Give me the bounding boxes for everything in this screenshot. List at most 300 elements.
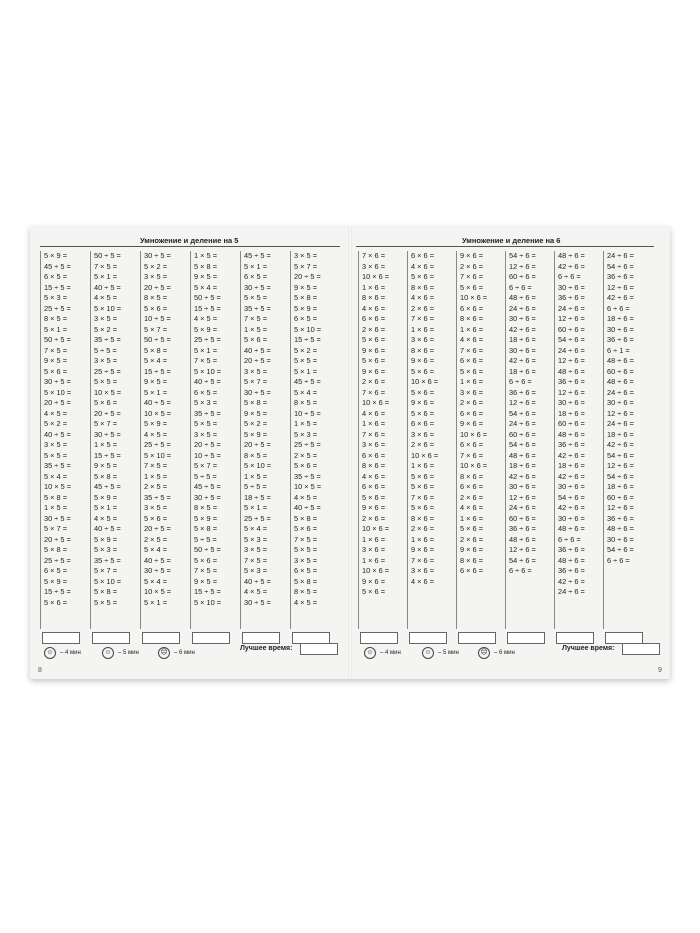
exercise-item: 10 × 6 =: [362, 272, 390, 281]
exercise-item: 36 ÷ 6 =: [607, 513, 634, 523]
exercise-item: 5 × 3 =: [294, 429, 318, 439]
exercise-column: [40, 251, 89, 629]
exercise-item: 3 × 6 =: [411, 566, 435, 575]
exercise-item: 10 × 6 =: [460, 429, 488, 439]
exercise-item: 5 × 3 =: [244, 566, 268, 575]
exercise-item: 5 × 7 =: [94, 566, 118, 575]
exercise-item: 5 × 8 =: [94, 587, 118, 596]
exercise-item: 35 ÷ 5 =: [244, 303, 271, 313]
exercise-item: 3 × 5 =: [244, 366, 268, 376]
exercise-item: 6 ÷ 1 =: [607, 345, 630, 355]
exercise-item: 48 ÷ 6 =: [509, 450, 536, 460]
neutral-face-icon: ☺: [422, 647, 434, 659]
exercise-item: 6 ÷ 6 =: [607, 303, 630, 313]
exercise-item: 5 × 10 =: [194, 597, 222, 607]
exercise-item: 48 ÷ 6 =: [558, 555, 585, 565]
time-record-box[interactable]: [92, 632, 130, 644]
exercise-item: 60 ÷ 6 =: [558, 324, 585, 334]
exercise-item: 8 × 5 =: [44, 314, 68, 323]
exercise-item: 60 ÷ 6 =: [509, 513, 536, 523]
exercise-item: 5 × 1 =: [294, 366, 318, 376]
title-rule: [356, 246, 654, 247]
time-label: – 4 мин: [380, 650, 401, 656]
exercise-item: 2 × 6 =: [411, 303, 435, 313]
exercise-column: [603, 251, 651, 629]
exercise-item: 36 ÷ 6 =: [558, 440, 585, 449]
exercise-item: 5 × 8 =: [294, 293, 318, 302]
exercise-item: 48 ÷ 6 =: [607, 524, 634, 533]
exercise-item: 7 × 6 =: [411, 314, 435, 323]
exercise-item: 30 ÷ 5 =: [244, 387, 271, 397]
exercise-item: 4 × 6 =: [460, 503, 484, 512]
exercise-item: 30 ÷ 6 =: [607, 324, 634, 334]
exercise-item: 42 ÷ 6 =: [509, 324, 536, 334]
exercise-item: 5 × 6 =: [294, 461, 318, 470]
exercise-item: 54 ÷ 6 =: [558, 335, 585, 344]
best-time-box[interactable]: [300, 643, 338, 655]
exercise-item: 12 ÷ 6 =: [607, 503, 634, 512]
exercise-item: 5 × 6 =: [44, 597, 68, 607]
exercise-item: 40 ÷ 5 =: [44, 429, 71, 439]
exercise-item: 1 × 6 =: [362, 555, 386, 565]
exercise-item: 10 × 6 =: [362, 398, 390, 407]
exercise-item: 18 ÷ 6 =: [509, 461, 536, 470]
time-record-box[interactable]: [142, 632, 180, 644]
exercise-item: 5 × 3 =: [244, 534, 268, 544]
exercise-item: 5 × 8 =: [144, 345, 168, 355]
exercise-item: 3 × 5 =: [294, 251, 318, 260]
exercise-item: 40 ÷ 5 =: [194, 377, 221, 386]
exercise-item: 54 ÷ 6 =: [509, 555, 536, 565]
exercise-item: 25 ÷ 5 =: [194, 335, 221, 344]
exercise-item: 9 × 5 =: [194, 576, 218, 586]
exercise-item: 60 ÷ 6 =: [558, 419, 585, 428]
exercise-item: 5 × 9 =: [44, 576, 68, 586]
exercise-item: 30 ÷ 6 =: [509, 345, 536, 355]
page-title: Умножение и деление на 6: [462, 236, 561, 245]
exercise-item: 2 × 6 =: [460, 534, 484, 544]
exercise-item: 2 × 6 =: [362, 513, 386, 523]
best-time-label: Лучшее время:: [562, 645, 615, 652]
exercise-item: 8 × 6 =: [362, 461, 386, 470]
exercise-item: 25 ÷ 5 =: [44, 555, 71, 565]
exercise-item: 42 ÷ 6 =: [509, 471, 536, 481]
exercise-item: 20 ÷ 5 =: [244, 356, 271, 365]
exercise-item: 5 × 7 =: [194, 461, 218, 470]
exercise-item: 54 ÷ 6 =: [607, 261, 634, 271]
time-label: – 4 мин: [60, 650, 81, 656]
exercise-item: 54 ÷ 6 =: [607, 471, 634, 481]
exercise-item: 30 ÷ 6 =: [607, 534, 634, 544]
exercise-item: 40 ÷ 5 =: [144, 555, 171, 565]
exercise-item: 25 ÷ 5 =: [294, 440, 321, 449]
exercise-item: 9 × 5 =: [244, 408, 268, 418]
exercise-item: 42 ÷ 6 =: [558, 471, 585, 481]
workbook-spread: [30, 227, 670, 679]
exercise-item: 45 ÷ 5 =: [244, 251, 271, 260]
exercise-item: 6 ÷ 6 =: [509, 566, 532, 575]
exercise-item: 10 × 5 =: [144, 587, 172, 596]
exercise-item: 4 × 5 =: [294, 597, 318, 607]
exercise-item: 4 × 6 =: [362, 471, 386, 481]
exercise-item: 5 × 4 =: [194, 282, 218, 292]
exercise-item: 30 ÷ 5 =: [44, 513, 71, 523]
exercise-item: 2 × 6 =: [411, 440, 435, 449]
exercise-item: 50 ÷ 5 =: [44, 335, 71, 344]
exercise-item: 7 × 6 =: [411, 492, 435, 502]
exercise-item: 4 × 5 =: [294, 492, 318, 502]
time-record-box[interactable]: [507, 632, 545, 644]
exercise-item: 5 × 9 =: [244, 429, 268, 439]
exercise-item: 48 ÷ 6 =: [558, 251, 585, 260]
exercise-item: 7 × 5 =: [144, 461, 168, 470]
exercise-item: 6 × 5 =: [44, 566, 68, 575]
exercise-item: 8 × 6 =: [411, 513, 435, 523]
time-legend-4min: [44, 647, 81, 659]
exercise-item: 3 × 6 =: [411, 429, 435, 439]
exercise-item: 9 × 6 =: [411, 356, 435, 365]
exercise-item: 7 × 6 =: [460, 272, 484, 281]
exercise-item: 20 ÷ 5 =: [94, 408, 121, 418]
exercise-item: 6 × 5 =: [194, 387, 218, 397]
time-record-box[interactable]: [292, 632, 330, 644]
exercise-item: 8 × 5 =: [294, 587, 318, 596]
exercise-column: [358, 251, 406, 629]
exercise-item: 5 × 8 =: [194, 261, 218, 271]
exercise-item: 12 ÷ 6 =: [509, 261, 536, 271]
exercise-item: 10 × 6 =: [411, 450, 439, 460]
exercise-item: 54 ÷ 6 =: [509, 408, 536, 418]
exercise-item: 5 × 6 =: [362, 492, 386, 502]
exercise-item: 7 × 6 =: [460, 450, 484, 460]
exercise-item: 18 ÷ 6 =: [607, 482, 634, 491]
exercise-item: 5 × 1 =: [144, 387, 168, 397]
exercise-item: 1 × 6 =: [362, 282, 386, 292]
exercise-item: 36 ÷ 6 =: [509, 387, 536, 397]
exercise-item: 20 ÷ 5 =: [194, 440, 221, 449]
exercise-column: [290, 251, 339, 629]
exercise-item: 18 ÷ 6 =: [558, 461, 585, 470]
exercise-item: 5 × 8 =: [44, 492, 68, 502]
exercise-item: 36 ÷ 6 =: [607, 272, 634, 281]
exercise-item: 5 × 5 =: [94, 597, 118, 607]
exercise-item: 40 ÷ 5 =: [294, 503, 321, 512]
exercise-item: 30 ÷ 6 =: [509, 314, 536, 323]
exercise-item: 6 × 6 =: [460, 482, 484, 491]
exercise-item: 5 × 5 =: [294, 356, 318, 365]
exercise-item: 24 ÷ 6 =: [509, 419, 536, 428]
exercise-item: 5 ÷ 5 =: [244, 482, 267, 491]
exercise-item: 30 ÷ 5 =: [244, 597, 271, 607]
exercise-item: 20 ÷ 5 =: [144, 282, 171, 292]
exercise-item: 5 × 4 =: [144, 356, 168, 365]
exercise-item: 9 × 6 =: [362, 345, 386, 355]
exercise-item: 5 × 6 =: [144, 513, 168, 523]
exercise-item: 45 ÷ 5 =: [294, 377, 321, 386]
exercise-item: 30 ÷ 5 =: [94, 429, 121, 439]
exercise-item: 2 × 5 =: [294, 450, 318, 460]
exercise-item: 1 × 5 =: [194, 251, 218, 260]
exercise-item: 3 × 6 =: [362, 440, 386, 449]
exercise-item: 5 × 10 =: [44, 387, 72, 397]
exercise-item: 4 × 5 =: [194, 314, 218, 323]
exercise-item: 5 × 8 =: [94, 471, 118, 481]
exercise-column: [140, 251, 189, 629]
exercise-item: 7 × 5 =: [244, 314, 268, 323]
exercise-item: 1 × 6 =: [362, 419, 386, 428]
exercise-item: 42 ÷ 6 =: [607, 293, 634, 302]
time-legend-5min: [422, 647, 459, 659]
exercise-item: 30 ÷ 6 =: [607, 398, 634, 407]
exercise-item: 6 × 5 =: [44, 272, 68, 281]
exercise-item: 3 × 5 =: [144, 272, 168, 281]
exercise-item: 40 ÷ 5 =: [94, 524, 121, 533]
exercise-item: 9 × 6 =: [411, 398, 435, 407]
exercise-item: 1 × 6 =: [460, 513, 484, 523]
exercise-item: 1 × 6 =: [411, 461, 435, 470]
exercise-item: 5 × 9 =: [94, 534, 118, 544]
exercise-item: 5 × 6 =: [411, 366, 435, 376]
exercise-item: 20 ÷ 5 =: [144, 524, 171, 533]
exercise-item: 3 × 5 =: [44, 440, 68, 449]
exercise-item: 5 × 8 =: [294, 576, 318, 586]
exercise-item: 5 × 1 =: [144, 597, 168, 607]
page-number: 8: [38, 667, 42, 674]
exercise-item: 30 ÷ 5 =: [144, 251, 171, 260]
exercise-item: 5 × 2 =: [294, 345, 318, 355]
exercise-item: 36 ÷ 6 =: [558, 377, 585, 386]
exercise-item: 10 ÷ 5 =: [144, 314, 171, 323]
exercise-item: 5 × 9 =: [194, 513, 218, 523]
exercise-item: 5 × 8 =: [194, 524, 218, 533]
exercise-item: 12 ÷ 6 =: [558, 314, 585, 323]
exercise-item: 10 × 5 =: [294, 482, 322, 491]
exercise-item: 12 ÷ 6 =: [607, 282, 634, 292]
exercise-item: 4 × 6 =: [460, 335, 484, 344]
exercise-item: 9 × 5 =: [44, 356, 68, 365]
exercise-item: 10 × 6 =: [460, 461, 488, 470]
exercise-item: 6 ÷ 6 =: [607, 555, 630, 565]
exercise-item: 5 × 9 =: [94, 492, 118, 502]
exercise-item: 10 × 5 =: [144, 408, 172, 418]
exercise-item: 3 × 5 =: [194, 429, 218, 439]
exercise-item: 5 × 7 =: [144, 324, 168, 334]
exercise-item: 5 × 9 =: [144, 419, 168, 428]
exercise-item: 3 × 6 =: [362, 261, 386, 271]
exercise-item: 5 × 1 =: [194, 345, 218, 355]
best-time-box[interactable]: [622, 643, 660, 655]
exercise-item: 5 × 5 =: [94, 377, 118, 386]
exercise-item: 15 ÷ 5 =: [44, 587, 71, 596]
time-label: – 6 мин: [174, 650, 195, 656]
exercise-item: 2 × 5 =: [144, 482, 168, 491]
exercise-item: 10 × 6 =: [411, 377, 439, 386]
exercise-item: 9 × 5 =: [94, 461, 118, 470]
exercise-item: 42 ÷ 6 =: [509, 356, 536, 365]
exercise-item: 15 ÷ 5 =: [294, 335, 321, 344]
exercise-item: 3 × 5 =: [144, 503, 168, 512]
exercise-item: 35 ÷ 5 =: [44, 461, 71, 470]
exercise-item: 6 ÷ 6 =: [558, 534, 581, 544]
exercise-item: 4 × 6 =: [362, 408, 386, 418]
exercise-item: 1 × 5 =: [144, 471, 168, 481]
exercise-item: 54 ÷ 6 =: [558, 492, 585, 502]
time-record-box[interactable]: [42, 632, 80, 644]
exercise-item: 5 × 6 =: [411, 408, 435, 418]
exercise-item: 5 × 7 =: [44, 524, 68, 533]
exercise-item: 5 × 9 =: [44, 251, 68, 260]
time-label: – 5 мин: [118, 650, 139, 656]
exercise-item: 6 × 6 =: [362, 314, 386, 323]
time-record-box[interactable]: [458, 632, 496, 644]
smile-icon: ☺: [44, 647, 56, 659]
exercise-item: 25 ÷ 5 =: [244, 513, 271, 523]
exercise-item: 35 ÷ 5 =: [294, 471, 321, 481]
exercise-item: 3 × 5 =: [94, 356, 118, 365]
exercise-item: 10 × 6 =: [362, 566, 390, 575]
exercise-item: 1 × 5 =: [294, 419, 318, 428]
exercise-item: 54 ÷ 6 =: [509, 440, 536, 449]
exercise-item: 20 ÷ 5 =: [294, 272, 321, 281]
exercise-item: 1 × 6 =: [411, 534, 435, 544]
exercise-item: 60 ÷ 6 =: [509, 272, 536, 281]
exercise-item: 50 ÷ 5 =: [94, 251, 121, 260]
exercise-item: 3 × 6 =: [362, 545, 386, 554]
exercise-item: 6 × 6 =: [460, 303, 484, 313]
exercise-item: 2 × 6 =: [460, 261, 484, 271]
exercise-item: 48 ÷ 6 =: [509, 534, 536, 544]
exercise-item: 15 ÷ 5 =: [144, 366, 171, 376]
exercise-item: 4 × 5 =: [44, 408, 68, 418]
exercise-item: 15 ÷ 5 =: [44, 282, 71, 292]
time-record-box[interactable]: [409, 632, 447, 644]
exercise-item: 4 × 6 =: [411, 293, 435, 302]
exercise-item: 7 × 6 =: [362, 429, 386, 439]
neutral-face-icon: ☺: [102, 647, 114, 659]
exercise-item: 5 × 10 =: [294, 324, 322, 334]
exercise-item: 9 × 5 =: [194, 272, 218, 281]
exercise-column: [90, 251, 139, 629]
exercise-item: 5 × 9 =: [294, 303, 318, 313]
exercise-item: 36 ÷ 6 =: [558, 293, 585, 302]
exercise-item: 5 × 2 =: [44, 419, 68, 428]
exercise-item: 5 × 6 =: [411, 482, 435, 491]
exercise-item: 8 × 6 =: [460, 555, 484, 565]
exercise-item: 42 ÷ 6 =: [558, 450, 585, 460]
exercise-item: 5 × 6 =: [94, 398, 118, 407]
exercise-item: 15 ÷ 5 =: [194, 303, 221, 313]
exercise-item: 4 × 6 =: [411, 261, 435, 271]
time-legend-4min: [364, 647, 401, 659]
exercise-item: 18 ÷ 6 =: [558, 408, 585, 418]
exercise-item: 5 × 5 =: [294, 545, 318, 554]
exercise-item: 10 × 6 =: [362, 524, 390, 533]
exercise-item: 6 ÷ 6 =: [558, 272, 581, 281]
exercise-item: 42 ÷ 6 =: [558, 503, 585, 512]
time-record-box[interactable]: [360, 632, 398, 644]
time-legend-5min: [102, 647, 139, 659]
exercise-item: 18 ÷ 5 =: [244, 492, 271, 502]
exercise-item: 6 ÷ 6 =: [509, 282, 532, 292]
exercise-item: 24 ÷ 6 =: [607, 387, 634, 397]
exercise-item: 30 ÷ 5 =: [144, 566, 171, 575]
exercise-item: 7 × 5 =: [94, 261, 118, 271]
time-record-box[interactable]: [556, 632, 594, 644]
exercise-item: 6 × 5 =: [294, 566, 318, 575]
title-rule: [40, 246, 340, 247]
exercise-item: 24 ÷ 6 =: [509, 303, 536, 313]
exercise-item: 9 × 6 =: [460, 419, 484, 428]
time-record-box[interactable]: [192, 632, 230, 644]
time-record-box[interactable]: [605, 632, 643, 644]
exercise-item: 60 ÷ 6 =: [607, 366, 634, 376]
exercise-item: 5 × 6 =: [362, 335, 386, 344]
exercise-item: 9 × 6 =: [362, 366, 386, 376]
exercise-item: 6 × 5 =: [244, 272, 268, 281]
exercise-item: 1 × 6 =: [460, 324, 484, 334]
exercise-item: 7 × 5 =: [44, 345, 68, 355]
exercise-item: 5 × 5 =: [244, 293, 268, 302]
exercise-item: 20 ÷ 5 =: [244, 440, 271, 449]
exercise-item: 3 × 5 =: [94, 314, 118, 323]
exercise-item: 35 ÷ 5 =: [144, 492, 171, 502]
exercise-item: 24 ÷ 6 =: [558, 303, 585, 313]
exercise-item: 4 × 5 =: [244, 587, 268, 596]
exercise-item: 30 ÷ 6 =: [558, 482, 585, 491]
exercise-item: 48 ÷ 6 =: [607, 377, 634, 386]
exercise-item: 5 × 1 =: [244, 261, 268, 271]
exercise-item: 8 × 5 =: [194, 503, 218, 512]
exercise-item: 8 × 5 =: [144, 293, 168, 302]
exercise-item: 1 × 5 =: [244, 471, 268, 481]
exercise-item: 54 ÷ 6 =: [607, 450, 634, 460]
exercise-item: 20 ÷ 5 =: [44, 534, 71, 544]
time-record-box[interactable]: [242, 632, 280, 644]
exercise-item: 18 ÷ 6 =: [509, 335, 536, 344]
exercise-item: 2 × 6 =: [362, 324, 386, 334]
exercise-item: 50 ÷ 5 =: [144, 335, 171, 344]
exercise-item: 2 × 6 =: [411, 524, 435, 533]
exercise-item: 5 × 1 =: [44, 324, 68, 334]
left-page: [30, 227, 350, 679]
exercise-item: 5 × 2 =: [244, 419, 268, 428]
exercise-item: 5 × 3 =: [194, 398, 218, 407]
exercise-item: 7 × 5 =: [294, 534, 318, 544]
exercise-item: 35 ÷ 5 =: [94, 335, 121, 344]
exercise-item: 1 × 5 =: [44, 503, 68, 512]
exercise-item: 5 × 6 =: [244, 335, 268, 344]
exercise-item: 48 ÷ 6 =: [509, 293, 536, 302]
exercise-item: 9 × 6 =: [362, 503, 386, 512]
exercise-item: 4 × 5 =: [94, 513, 118, 523]
exercise-item: 8 × 6 =: [411, 282, 435, 292]
exercise-item: 36 ÷ 6 =: [509, 524, 536, 533]
exercise-item: 36 ÷ 6 =: [558, 566, 585, 575]
exercise-item: 2 × 6 =: [460, 398, 484, 407]
exercise-item: 45 ÷ 5 =: [94, 482, 121, 491]
exercise-item: 1 × 6 =: [460, 377, 484, 386]
exercise-item: 5 × 6 =: [44, 366, 68, 376]
exercise-item: 7 × 6 =: [362, 387, 386, 397]
exercise-item: 5 × 8 =: [294, 513, 318, 523]
exercise-item: 1 × 6 =: [362, 534, 386, 544]
exercise-item: 5 × 2 =: [144, 261, 168, 271]
exercise-item: 5 × 5 =: [44, 450, 68, 460]
time-legend-6min: [478, 647, 515, 659]
exercise-item: 7 × 6 =: [460, 345, 484, 355]
exercise-item: 5 × 8 =: [244, 398, 268, 407]
exercise-item: 2 × 5 =: [144, 534, 168, 544]
